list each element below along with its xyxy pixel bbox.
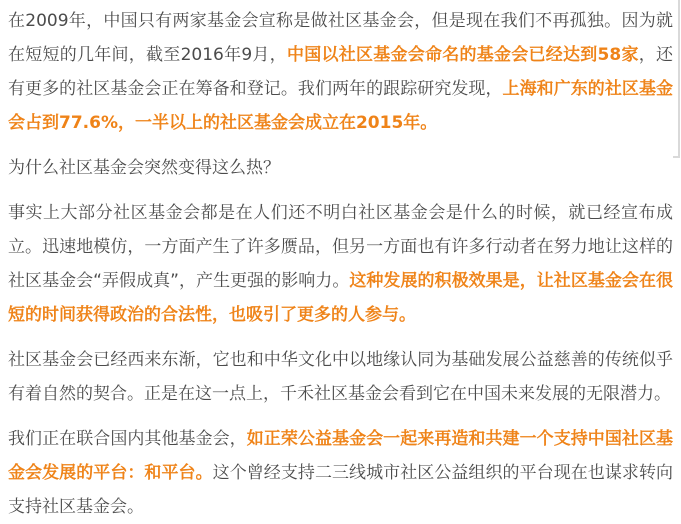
highlighted-text: 这种发展的积极效果是，让社区基金会在很短的时间获得政治的合法性，也吸引了更多的人参与。: [8, 271, 673, 325]
highlighted-text: 上海和广东的社区基金会占到77.6%，一半以上的社区基金会成立在2015年。: [8, 79, 674, 133]
highlighted-text: 中国以社区基金会命名的基金会已经达到58家: [286, 45, 639, 65]
paragraph-text: 这个曾经支持二三线城市社区公益组织的平台现在也谋求转向支持社区基金会。: [8, 463, 674, 517]
paragraph-text: 在2009年，中国只有两家基金会宣称是做社区基金会，但是现在我们不再孤独。因为就在短短的几年间，截至2016年9月，: [8, 11, 673, 65]
paragraph: [8, 4, 673, 140]
paragraph: [8, 196, 673, 332]
paragraph-text: 社区基金会已经西来东渐，它也和中华文化中以地缘认同为基础发展公益慈善的传统似乎有着自然的契合。正是在这一点上，千禾社区基金会看到它在中国未来发展的无限潜力。: [8, 350, 673, 404]
paragraph-text: 我们正在联合国内其他基金会，: [8, 429, 247, 449]
paragraph-text: 事实上大部分社区基金会都是在人们还不明白社区基金会是什么的时候，就已经宣布成立。迅速地模仿，一方面产生了许多赝品，但另一方面也有许多行动者在努力地让这样的社区基金会“弄假成真”，产生更强的影响力。: [8, 203, 673, 291]
paragraph-text: ，还有更多的社区基金会正在筹备和登记。我们两年的跟踪研究发现，: [8, 45, 673, 99]
paragraph: [8, 343, 673, 411]
highlighted-text: 如正荣公益基金会一起来再造和共建一个支持中国社区基金会发展的平台：和平台。: [8, 429, 674, 483]
paragraph-text: 为什么社区基金会突然变得这么热？: [8, 158, 280, 178]
paragraph: [8, 151, 673, 185]
scrollbar[interactable]: [678, 0, 680, 158]
